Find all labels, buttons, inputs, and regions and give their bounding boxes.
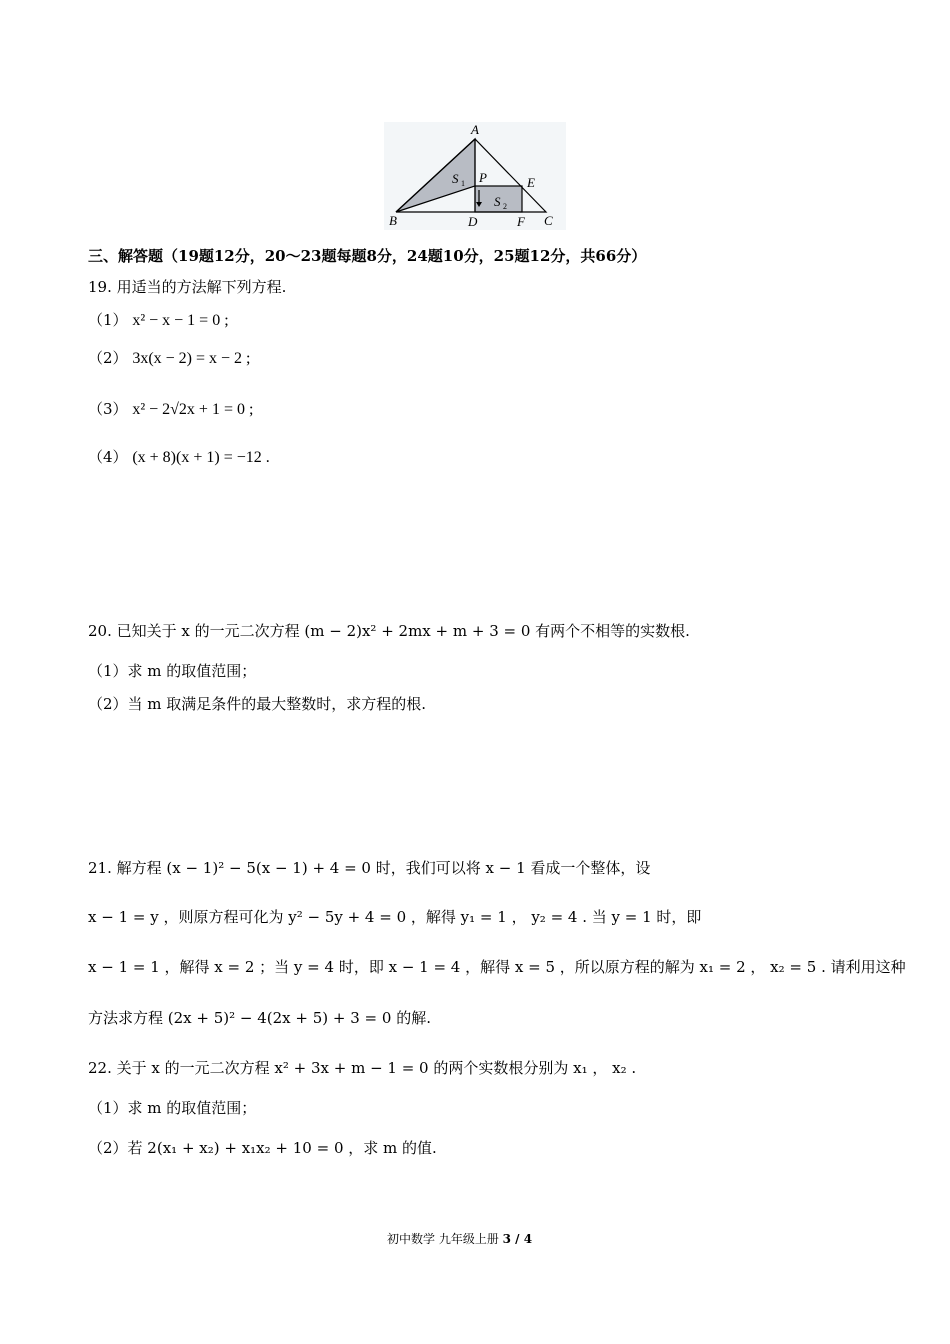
page-number: 3 / 4: [502, 1232, 533, 1246]
q21-line-2: x − 1 = y ，则原方程可化为 y² − 5y + 4 = 0 ，解得 y₁ = 1 ， y₂ = 4 . 当 y = 1 时，即: [88, 908, 702, 926]
q22-stem: 22. 关于 x 的一元二次方程 x² + 3x + m − 1 = 0 的两个实数根分别为 x₁ ， x₂ .: [88, 1059, 637, 1077]
label-s2-sub: 2: [503, 202, 507, 211]
q21-line-4: 方法求方程 (2x + 5)² − 4(2x + 5) + 3 = 0 的解.: [88, 1009, 431, 1027]
q20-item-1: （1）求 m 的取值范围；: [88, 662, 257, 680]
q19-item-4-expr: (x + 8)(x + 1) = −12 .: [132, 449, 270, 466]
label-s2: S: [494, 194, 501, 209]
q19-item-3-expr: x² − 2√2x + 1 = 0 ;: [132, 401, 254, 418]
q19-item-2-expr: 3x(x − 2) = x − 2 ;: [132, 350, 251, 367]
section-heading: 三、解答题（19题12分，20～23题每题8分，24题10分，25题12分，共66分）: [88, 247, 647, 265]
page-footer: [387, 1230, 532, 1247]
label-e: E: [527, 175, 535, 190]
label-c: C: [544, 213, 553, 228]
q20-stem: 20. 已知关于 x 的一元二次方程 (m − 2)x² + 2mx + m + 3 = 0 有两个不相等的实数根.: [88, 622, 690, 640]
q19-item-3: [88, 399, 253, 420]
q20-item-2: （2）当 m 取满足条件的最大整数时，求方程的根.: [88, 695, 427, 713]
q19-stem: 19. 用适当的方法解下列方程.: [88, 278, 287, 296]
q19-item-1: [88, 310, 229, 331]
q22-item-2: （2）若 2(x₁ + x₂) + x₁x₂ + 10 = 0 ，求 m 的值.: [88, 1139, 437, 1157]
label-a: A: [471, 122, 479, 137]
geometry-figure: [384, 122, 566, 230]
label-s1: S: [452, 171, 459, 186]
q21-line-1: 21. 解方程 (x − 1)² − 5(x − 1) + 4 = 0 时，我们可以将 x − 1 看成一个整体，设: [88, 859, 651, 877]
q19-item-1-num: （1）: [88, 311, 128, 329]
q19-item-3-num: （3）: [88, 400, 128, 418]
q19-item-4: [88, 447, 270, 468]
label-s1-sub: 1: [461, 179, 465, 188]
footer-text: 初中数学 九年级上册: [387, 1232, 499, 1246]
q19-item-1-expr: x² − x − 1 = 0 ;: [132, 312, 229, 329]
q21-line-3: x − 1 = 1 ，解得 x = 2 ；当 y = 4 时，即 x − 1 = 4 ，解得 x = 5 ，所以原方程的解为 x₁ = 2 ， x₂ = 5 . 请利用这种: [88, 958, 906, 976]
label-d: D: [468, 214, 478, 229]
q19-item-2: [88, 348, 251, 369]
label-f: F: [517, 214, 525, 229]
label-p: P: [479, 170, 487, 185]
q22-item-1: （1）求 m 的取值范围；: [88, 1099, 257, 1117]
label-b: B: [389, 213, 397, 228]
q19-item-4-num: （4）: [88, 448, 128, 466]
q19-item-2-num: （2）: [88, 349, 128, 367]
